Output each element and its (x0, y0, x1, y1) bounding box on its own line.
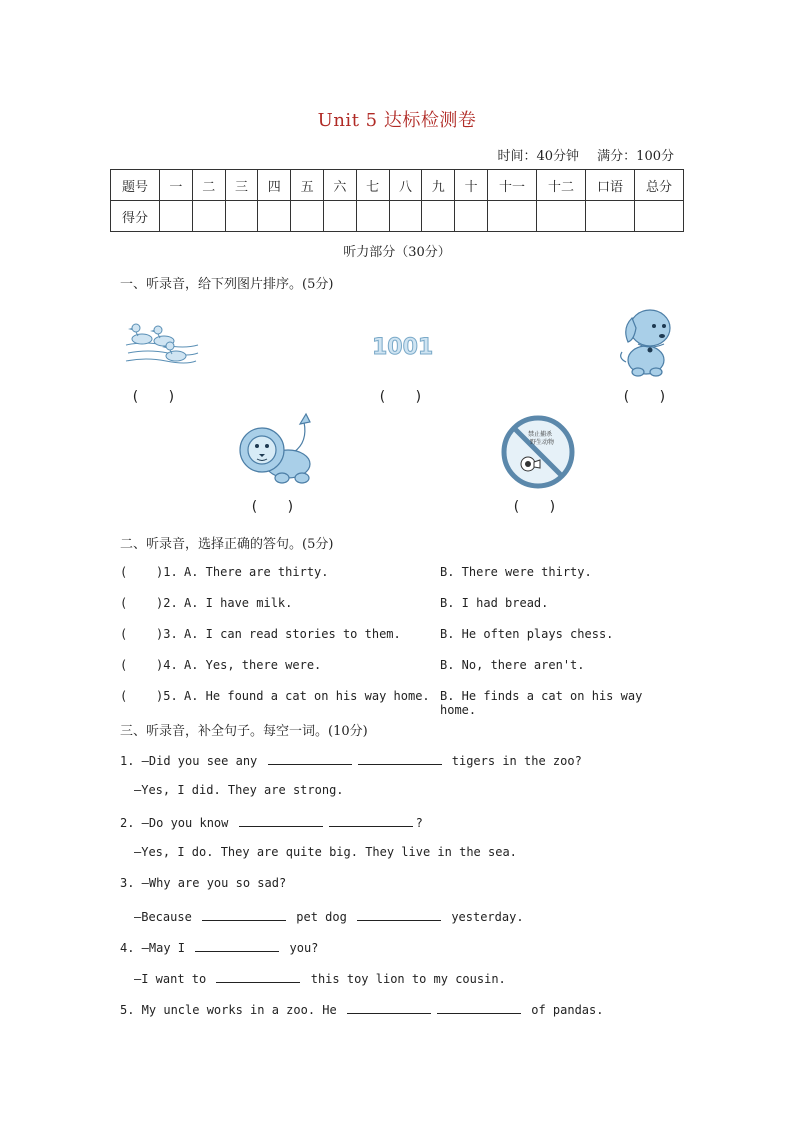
choice-question (120, 596, 680, 614)
q3-response (134, 908, 524, 924)
choice-question (120, 627, 680, 645)
lion-image (238, 412, 318, 488)
option-a: A. There are thirty. (184, 565, 329, 579)
score-header-cell: 总分 (635, 170, 684, 201)
q1-response: —Yes, I did. They are strong. (134, 783, 344, 797)
option-a: A. Yes, there were. (184, 658, 322, 672)
score-cell[interactable] (455, 201, 488, 232)
answer-paren-1[interactable]: ( ) (131, 389, 176, 405)
answer-blank[interactable] (202, 908, 286, 921)
answer-blank[interactable] (329, 814, 413, 827)
score-cell[interactable] (537, 201, 586, 232)
question-number: )1. (156, 565, 178, 579)
q2-response: —Yes, I do. They are quite big. They live in the sea. (134, 845, 517, 859)
q5-text-a: 5. My uncle works in a zoo. He (120, 1003, 337, 1017)
answer-blank[interactable] (437, 1001, 521, 1014)
fill-question-3: 3. —Why are you so sad? (120, 876, 287, 890)
option-b: B. He often plays chess. (440, 627, 614, 641)
answer-blank[interactable] (268, 752, 352, 765)
listening-part-title: 听力部分（30分） (343, 245, 451, 260)
score-cell[interactable] (635, 201, 684, 232)
answer-bracket[interactable]: ( (120, 689, 128, 703)
score-cell[interactable] (192, 201, 225, 232)
no-killing-wildlife-sign (500, 414, 576, 490)
ducks-image (124, 315, 200, 369)
exam-meta (483, 145, 674, 164)
answer-paren-5[interactable]: ( ) (512, 499, 557, 515)
q3-text-c: yesterday. (451, 910, 524, 924)
score-header-cell: 口语 (586, 170, 635, 201)
fill-question-1 (120, 752, 582, 768)
score-header-cell: 四 (258, 170, 291, 201)
score-cell[interactable] (258, 201, 291, 232)
answer-blank[interactable] (358, 752, 442, 765)
score-table-value-row (111, 201, 684, 232)
dog-image (616, 306, 678, 380)
page-title: Unit 5 达标检测卷 (317, 110, 477, 131)
score-table-header-row (111, 170, 684, 201)
score-cell[interactable] (356, 201, 389, 232)
choice-question (120, 565, 680, 583)
question-number: )3. (156, 627, 178, 641)
q4-response-b: this toy lion to my cousin. (310, 972, 506, 986)
score-header-cell: 七 (356, 170, 389, 201)
score-header-cell: 五 (291, 170, 324, 201)
fill-question-2 (120, 814, 423, 830)
option-a: A. I can read stories to them. (184, 627, 401, 641)
option-b: B. I had bread. (440, 596, 549, 610)
sign-text-line1: 禁止捕杀 (528, 431, 553, 438)
score-cell[interactable] (323, 201, 356, 232)
score-header-cell: 题号 (111, 170, 160, 201)
answer-bracket[interactable]: ( (120, 658, 128, 672)
score-header-cell: 十二 (537, 170, 586, 201)
option-b: B. There were thirty. (440, 565, 592, 579)
score-cell[interactable] (225, 201, 258, 232)
score-cell[interactable] (389, 201, 422, 232)
q1-text-a: 1. —Did you see any (120, 754, 258, 768)
score-row-label: 得分 (111, 201, 160, 232)
answer-bracket[interactable]: ( (120, 627, 128, 641)
score-cell[interactable] (422, 201, 455, 232)
question-number: )2. (156, 596, 178, 610)
question-number: )5. (156, 689, 178, 703)
answer-paren-4[interactable]: ( ) (250, 499, 295, 515)
answer-blank[interactable] (239, 814, 323, 827)
q5-text-b: of pandas. (531, 1003, 604, 1017)
time-limit: 时间：40分钟 (497, 149, 580, 164)
option-a: A. He found a cat on his way home. (184, 689, 430, 703)
q2-text-a: 2. —Do you know (120, 816, 229, 830)
question-number: )4. (156, 658, 178, 672)
section1-heading: 一、听录音，给下列图片排序。(5分) (120, 277, 334, 292)
score-header-cell: 二 (192, 170, 225, 201)
option-b: B. He finds a cat on his way home. (440, 689, 643, 717)
q1-text-b: tigers in the zoo? (451, 754, 582, 768)
score-header-cell: 十一 (488, 170, 537, 201)
score-header-cell: 六 (323, 170, 356, 201)
answer-paren-2[interactable]: ( ) (378, 389, 423, 405)
score-header-cell: 八 (389, 170, 422, 201)
answer-bracket[interactable]: ( (120, 565, 128, 579)
score-header-cell: 九 (422, 170, 455, 201)
fill-question-5 (120, 1001, 603, 1017)
q3-text-a: —Because (134, 910, 192, 924)
score-cell[interactable] (586, 201, 635, 232)
answer-blank[interactable] (195, 939, 279, 952)
option-a: A. I have milk. (184, 596, 293, 610)
q4-text-a: 4. —May I (120, 941, 186, 955)
section2-heading: 二、听录音，选择正确的答句。(5分) (120, 537, 334, 552)
q4-text-b: you? (289, 941, 319, 955)
score-header-cell: 三 (225, 170, 258, 201)
q4-response-a: —I want to (134, 972, 207, 986)
fill-question-4 (120, 939, 318, 955)
option-b: B. No, there aren't. (440, 658, 585, 672)
full-score: 满分：100分 (597, 149, 674, 164)
score-cell[interactable] (291, 201, 324, 232)
number-1001-text: 1001 (372, 335, 434, 358)
answer-blank[interactable] (347, 1001, 431, 1014)
score-table (110, 169, 684, 232)
choice-question (120, 658, 680, 676)
sign-text-line2: 野生动物 (530, 439, 555, 446)
choice-question (120, 689, 680, 717)
answer-blank[interactable] (216, 970, 300, 983)
score-cell[interactable] (488, 201, 537, 232)
score-cell[interactable] (160, 201, 193, 232)
answer-paren-3[interactable]: ( ) (622, 389, 667, 405)
number-1001-image (370, 334, 438, 358)
answer-blank[interactable] (357, 908, 441, 921)
score-header-cell: 一 (160, 170, 193, 201)
q3-text-b: pet dog (296, 910, 347, 924)
section3-heading: 三、听录音，补全句子。每空一词。(10分) (120, 724, 368, 739)
q4-response (134, 970, 506, 986)
answer-bracket[interactable]: ( (120, 596, 128, 610)
score-header-cell: 十 (455, 170, 488, 201)
q2-text-b: ? (415, 816, 423, 830)
